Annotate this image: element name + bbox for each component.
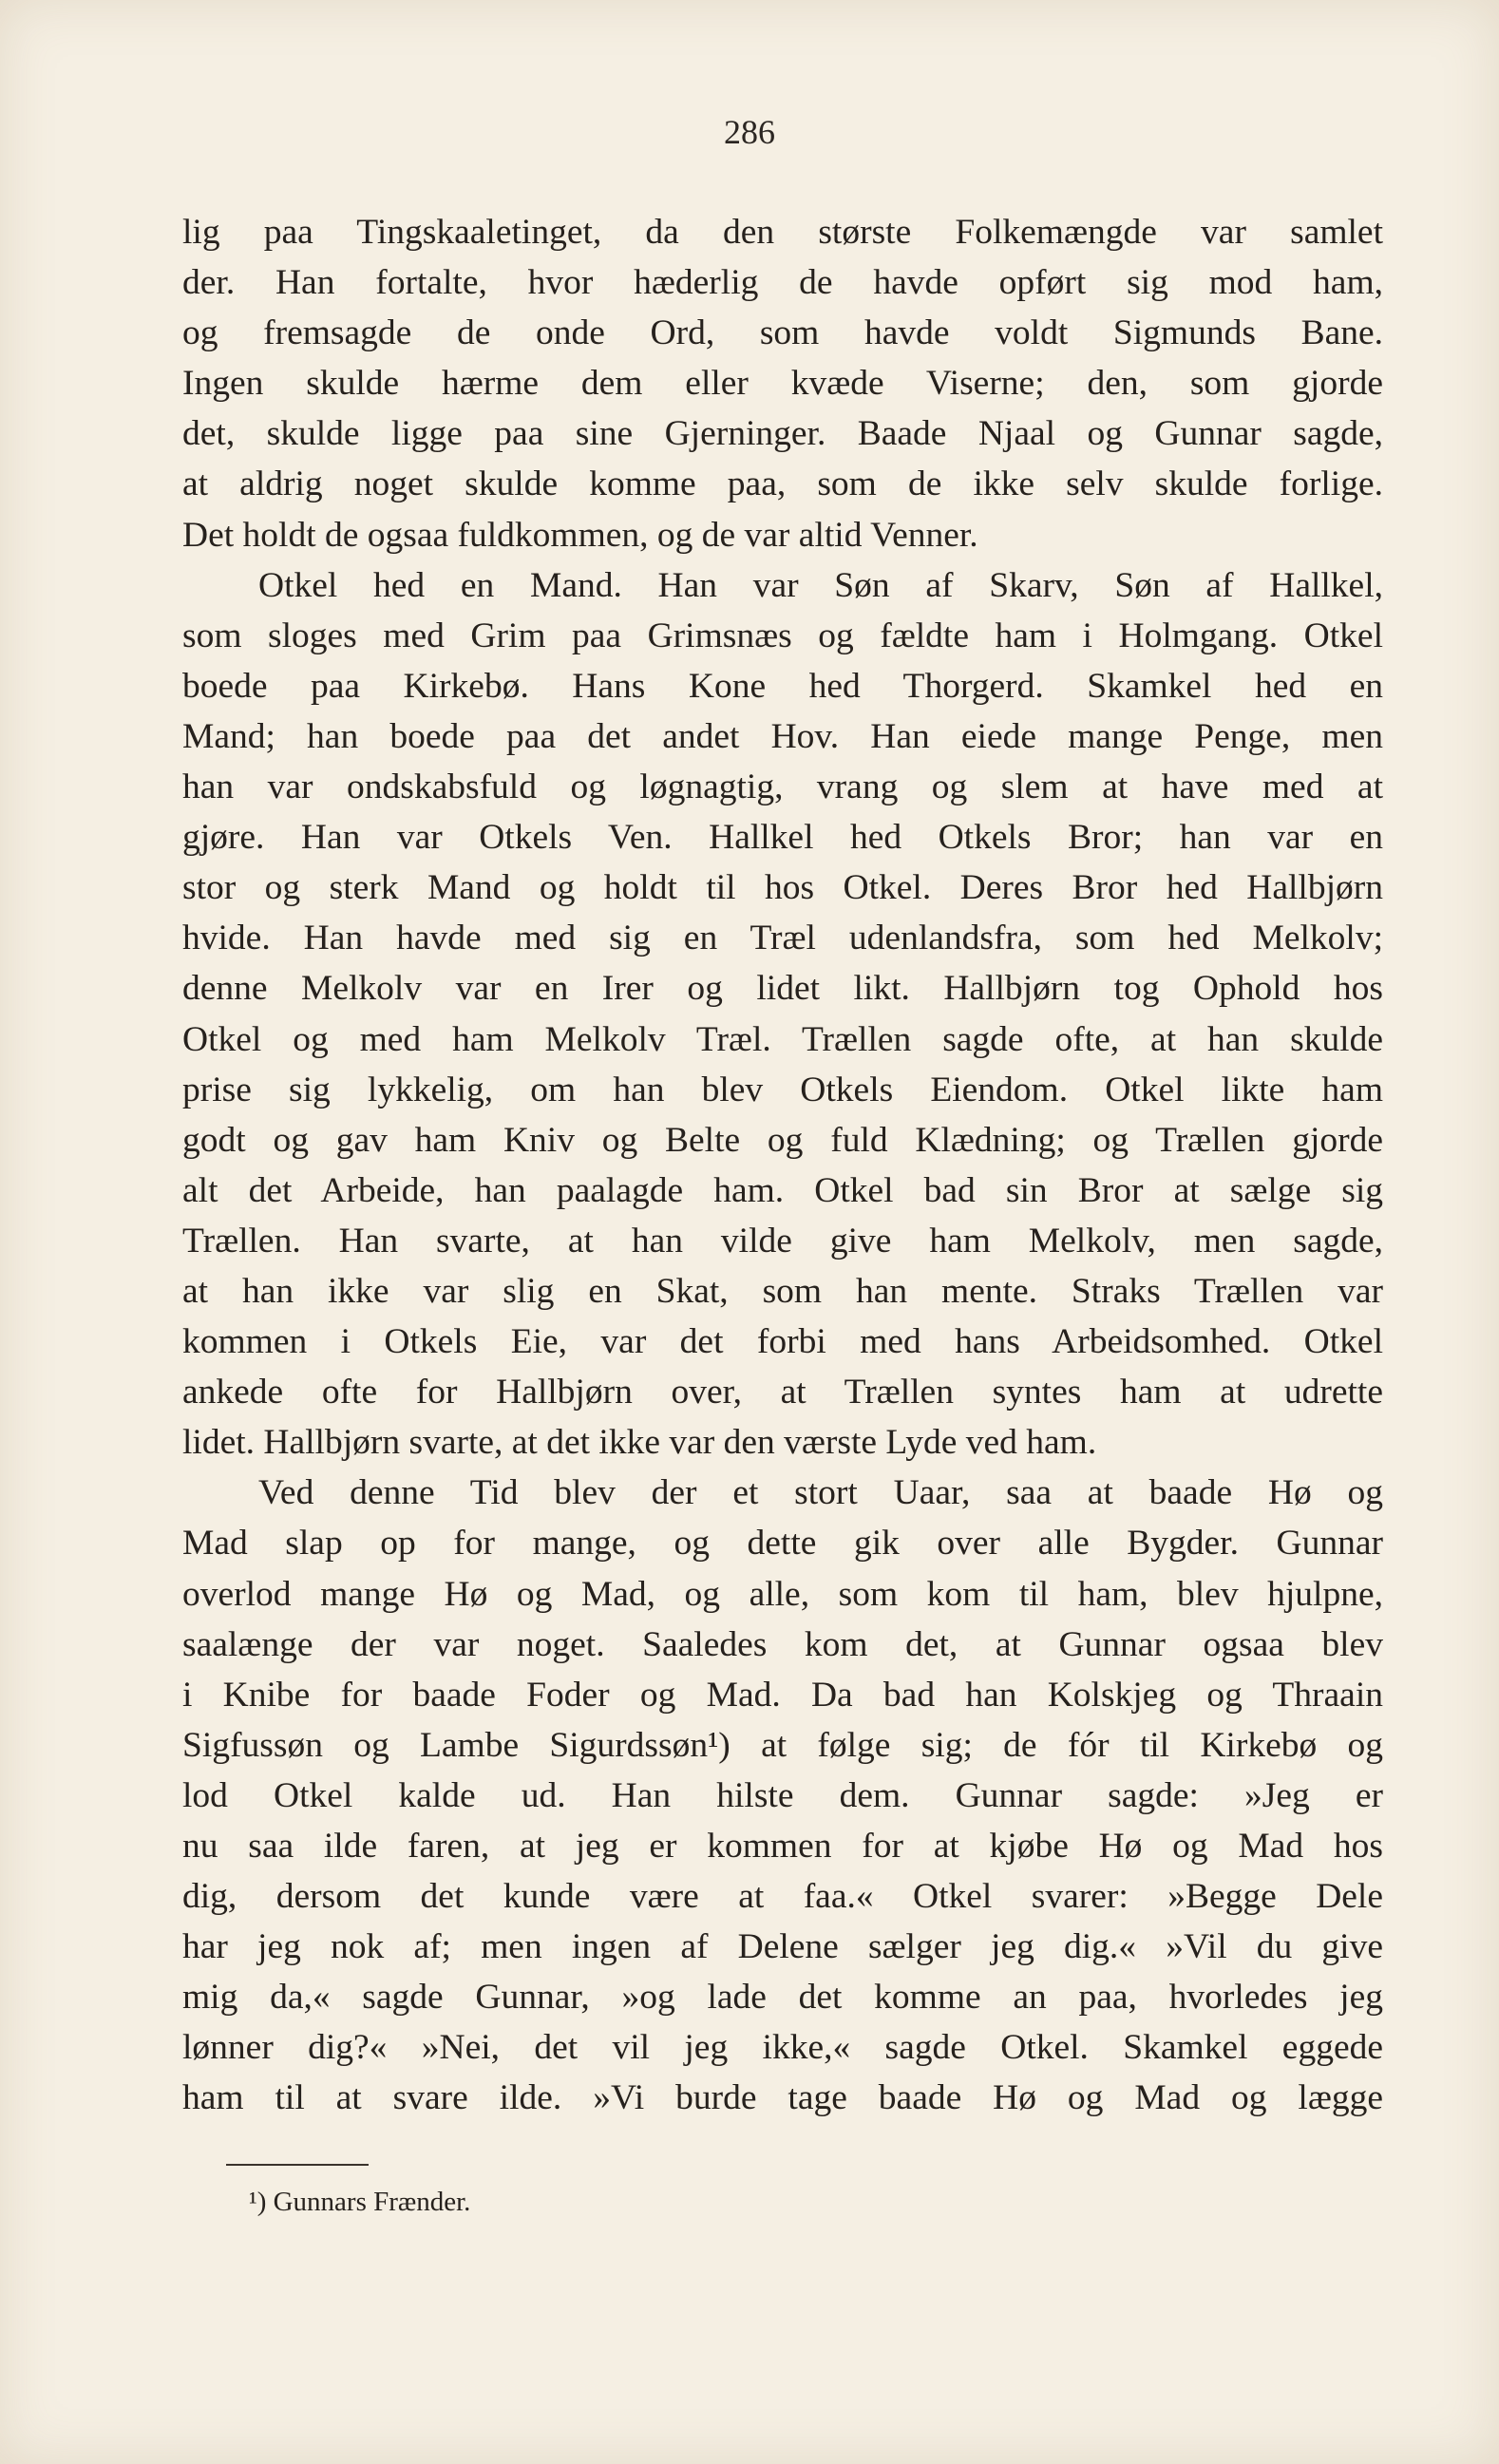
text-line: har jeg nok af; men ingen af Delene sælger jeg dig.« »Vil du give (182, 1927, 1383, 1967)
text-line: Sigfussøn og Lambe Sigurdssøn¹) at følge sig; de fór til Kirkebø og (182, 1725, 1383, 1765)
text-line: overlod mange Hø og Mad, og alle, som kom til ham, blev hjulpne, (182, 1574, 1383, 1614)
text-line: Otkel og med ham Melkolv Træl. Trællen sagde ofte, at han skulde (182, 1019, 1383, 1059)
text-line: stor og sterk Mand og holdt til hos Otkel. Deres Bror hed Hallbjørn (182, 868, 1383, 908)
text-line: denne Melkolv var en Irer og lidet likt. Hallbjørn tog Ophold hos (182, 969, 1383, 1009)
text-line: godt og gav ham Kniv og Belte og fuld Klædning; og Trællen gjorde (182, 1120, 1383, 1160)
text-line: Ingen skulde hærme dem eller kvæde Viserne; den, som gjorde (182, 364, 1383, 404)
text-line: det, skulde ligge paa sine Gjerninger. Baade Njaal og Gunnar sagde, (182, 414, 1383, 454)
text-line: gjøre. Han var Otkels Ven. Hallkel hed Otkels Bror; han var en (182, 818, 1383, 858)
text-line: boede paa Kirkebø. Hans Kone hed Thorgerd. Skamkel hed en (182, 666, 1383, 706)
text-line: kommen i Otkels Eie, var det forbi med hans Arbeidsomhed. Otkel (182, 1322, 1383, 1362)
text-line: Trællen. Han svarte, at han vilde give ham Melkolv, men sagde, (182, 1221, 1383, 1260)
footnote-divider (226, 2164, 369, 2166)
text-line: dig, dersom det kunde være at faa.« Otkel svarer: »Begge Dele (182, 1877, 1383, 1917)
text-line: han var ondskabsfuld og løgnagtig, vrang og slem at have med at (182, 768, 1383, 807)
text-line: og fremsagde de onde Ord, som havde voldt Sigmunds Bane. (182, 313, 1383, 353)
text-line: prise sig lykkelig, om han blev Otkels Eiendom. Otkel likte ham (182, 1070, 1383, 1109)
text-line: lig paa Tingskaaletinget, da den største Folkemængde var samlet (182, 213, 1383, 252)
text-line: at han ikke var slig en Skat, som han mente. Straks Trællen var (182, 1271, 1383, 1311)
text-line: som sloges med Grim paa Grimsnæs og fældte ham i Holmgang. Otkel (182, 616, 1383, 655)
page-number: 286 (724, 113, 775, 151)
text-line: Otkel hed en Mand. Han var Søn af Skarv, Søn af Hallkel, (258, 565, 1383, 605)
text-line: lidet. Hallbjørn svarte, at det ikke var den værste Lyde ved ham. (182, 1423, 1097, 1463)
text-line: ankede ofte for Hallbjørn over, at Trællen syntes ham at udrette (182, 1373, 1383, 1412)
text-line: at aldrig noget skulde komme paa, som de ikke selv skulde forlige. (182, 464, 1383, 504)
footnote: ¹) Gunnars Frænder. (249, 2187, 471, 2217)
body-text (182, 207, 1383, 2124)
text-line: lod Otkel kalde ud. Han hilste dem. Gunnar sagde: »Jeg er (182, 1775, 1383, 1815)
text-line: Det holdt de ogsaa fuldkommen, og de var altid Venner. (182, 515, 978, 555)
text-line: Ved denne Tid blev der et stort Uaar, saa at baade Hø og (258, 1473, 1383, 1513)
text-line: saalænge der var noget. Saaledes kom det, at Gunnar ogsaa blev (182, 1624, 1383, 1664)
text-line: Mad slap op for mange, og dette gik over alle Bygder. Gunnar (182, 1524, 1383, 1564)
text-line: nu saa ilde faren, at jeg er kommen for at kjøbe Hø og Mad hos (182, 1827, 1383, 1866)
text-line: mig da,« sagde Gunnar, »og lade det komme an paa, hvorledes jeg (182, 1978, 1383, 2018)
text-line: Mand; han boede paa det andet Hov. Han eiede mange Penge, men (182, 716, 1383, 756)
text-line: i Knibe for baade Foder og Mad. Da bad han Kolskjeg og Thraain (182, 1675, 1383, 1715)
text-line: lønner dig?« »Nei, det vil jeg ikke,« sagde Otkel. Skamkel eggede (182, 2028, 1383, 2068)
text-line: ham til at svare ilde. »Vi burde tage baade Hø og Mad og lægge (182, 2078, 1383, 2118)
text-line: alt det Arbeide, han paalagde ham. Otkel bad sin Bror at sælge sig (182, 1170, 1383, 1210)
text-line: hvide. Han havde med sig en Træl udenlandsfra, som hed Melkolv; (182, 919, 1383, 958)
text-line: der. Han fortalte, hvor hæderlig de havde opført sig mod ham, (182, 263, 1383, 303)
